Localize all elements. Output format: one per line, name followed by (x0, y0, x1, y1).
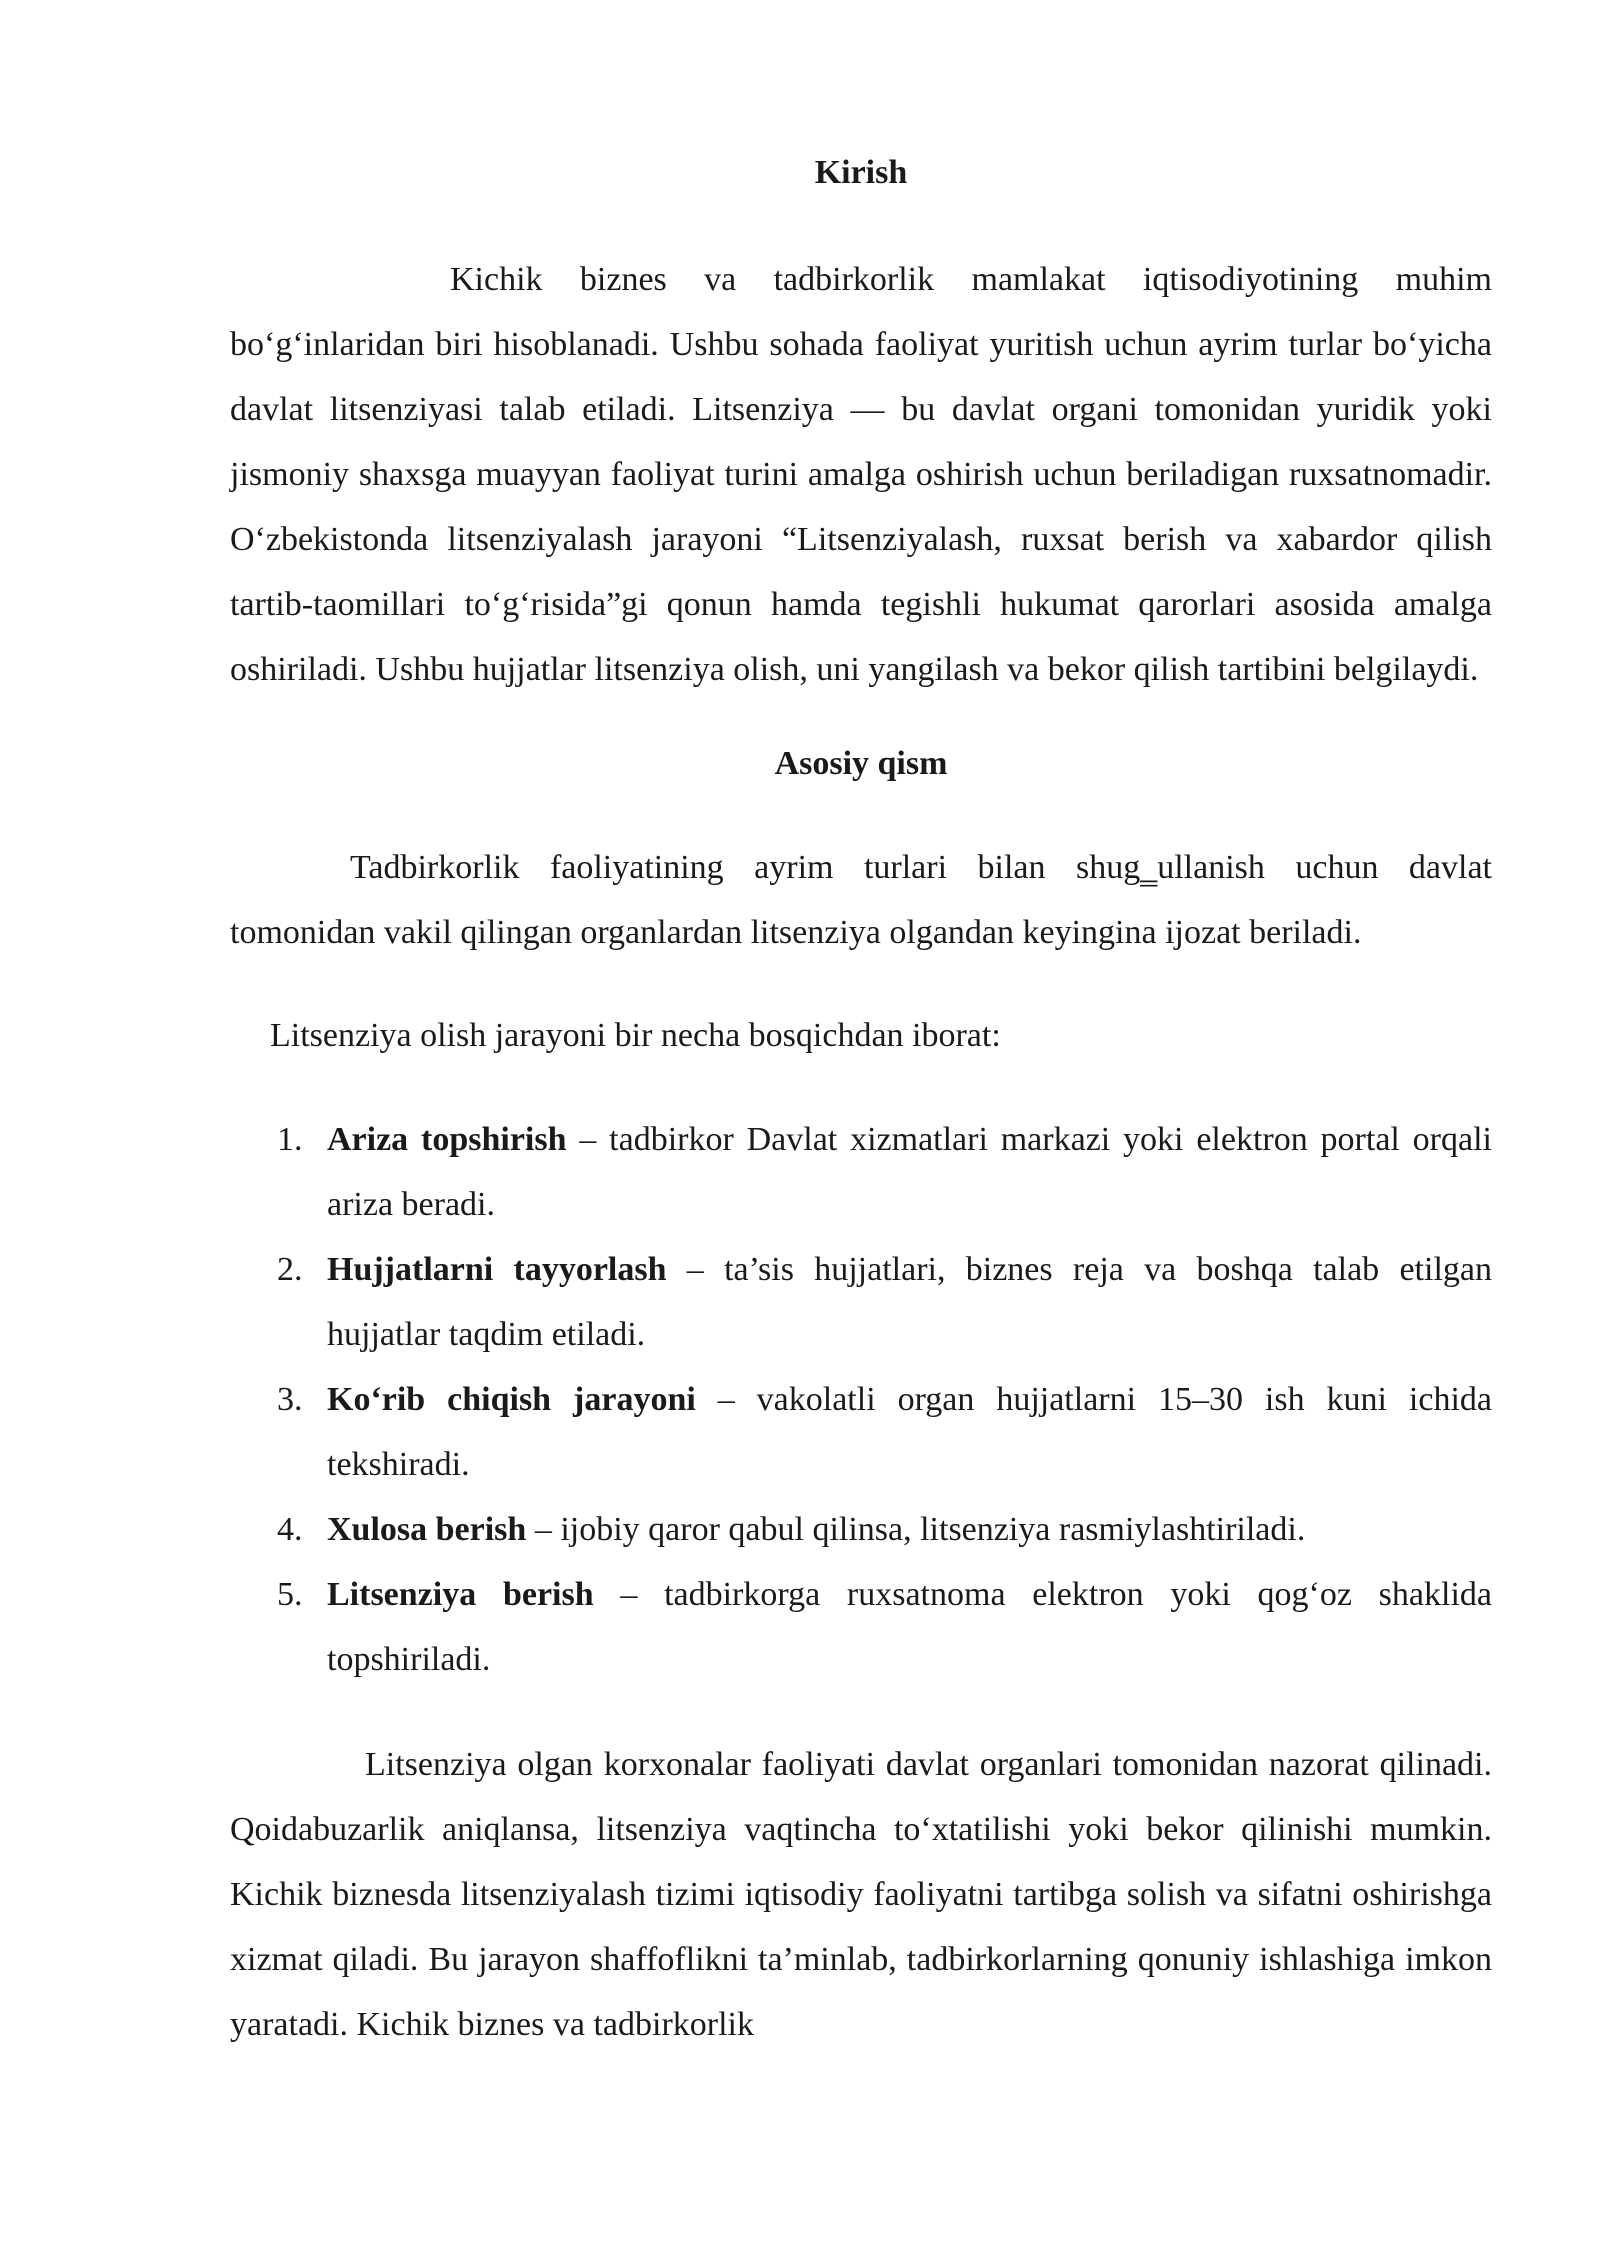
section-heading-main: Asosiy qism (774, 745, 948, 782)
list-item (230, 1497, 1492, 1562)
intro-paragraph: Kichik biznes va tadbirkorlik mamlakat iqtisodiyotining muhim bo‘g‘inlaridan biri hisoblanadi. Ushbu sohada faoliyat yuritish uchun ayrim turlar bo‘yicha davlat litsenziyasi talab etiladi. Litsenziya — bu davlat organi tomonidan yuridik yoki jismoniy shaxsga muayyan faoliyat turini amalga oshirish uchun beriladigan ruxsatnomadir. O‘zbekistonda litsenziyalash jarayoni “Litsenziyalash, ruxsat berish va xabardor qilish tartib-taomillari to‘g‘risida”gi qonun hamda tegishli hukumat qarorlari asosida amalga oshiriladi. Ushbu hujjatlar litsenziya olish, uni yangilash va bekor qilish tartibini belgilaydi. (230, 261, 1492, 688)
list-item (230, 1107, 1492, 1237)
list-item-text: – vakolatli organ hujjatlarni 15–30 ish kuni ichida tekshiradi. (327, 1381, 1492, 1483)
list-item-number: 1. (277, 1121, 303, 1158)
list-item-number: 5. (277, 1576, 303, 1613)
list-item-text: – tadbirkor Davlat xizmatlari markazi yoki elektron portal orqali ariza beradi. (327, 1121, 1492, 1223)
steps-list (230, 1107, 1492, 1692)
list-item-number: 4. (277, 1511, 303, 1548)
list-item-number: 2. (277, 1251, 303, 1288)
main-paragraph: Tadbirkorlik faoliyatining ayrim turlari bilan shug‗ullanish uchun davlat tomonidan vakil qilingan organlardan litsenziya olgandan keyingina ijozat beriladi. (230, 849, 1492, 951)
list-item-term: Xulosa berish (327, 1511, 527, 1548)
list-item (230, 1237, 1492, 1367)
list-item-term: Litsenziya berish (327, 1576, 594, 1613)
list-item-text: – ta’sis hujjatlari, biznes reja va boshqa talab etilgan hujjatlar taqdim etiladi. (327, 1251, 1492, 1353)
list-item-text: – ijobiy qaror qabul qilinsa, litsenziya rasmiylashtiriladi. (526, 1511, 1306, 1548)
list-item-number: 3. (277, 1381, 303, 1418)
list-item-term: Ko‘rib chiqish jarayoni (327, 1381, 696, 1418)
list-item-term: Ariza topshirish (327, 1121, 567, 1158)
section-heading-intro: Kirish (814, 154, 908, 191)
list-item-text: – tadbirkorga ruxsatnoma elektron yoki qog‘oz shaklida topshiriladi. (327, 1576, 1492, 1678)
list-item (230, 1367, 1492, 1497)
document-page (230, 140, 1492, 2057)
closing-paragraph: Litsenziya olgan korxonalar faoliyati davlat organlari tomonidan nazorat qilinadi. Qoidabuzarlik aniqlansa, litsenziya vaqtincha to‘xtatilishi yoki bekor qilinishi mumkin. Kichik biznesda litsenziyalash tizimi iqtisodiy faoliyatni tartibga solish va sifatni oshirishga xizmat qiladi. Bu jarayon shaffoflikni ta’minlab, tadbirkorlarning qonuniy ishlashiga imkon yaratadi. Kichik biznes va tadbirkorlik (230, 1746, 1492, 2043)
list-item-term: Hujjatlarni tayyorlash (327, 1251, 667, 1288)
list-intro: Litsenziya olish jarayoni bir necha bosqichdan iborat: (270, 1017, 1001, 1054)
list-item (230, 1562, 1492, 1692)
